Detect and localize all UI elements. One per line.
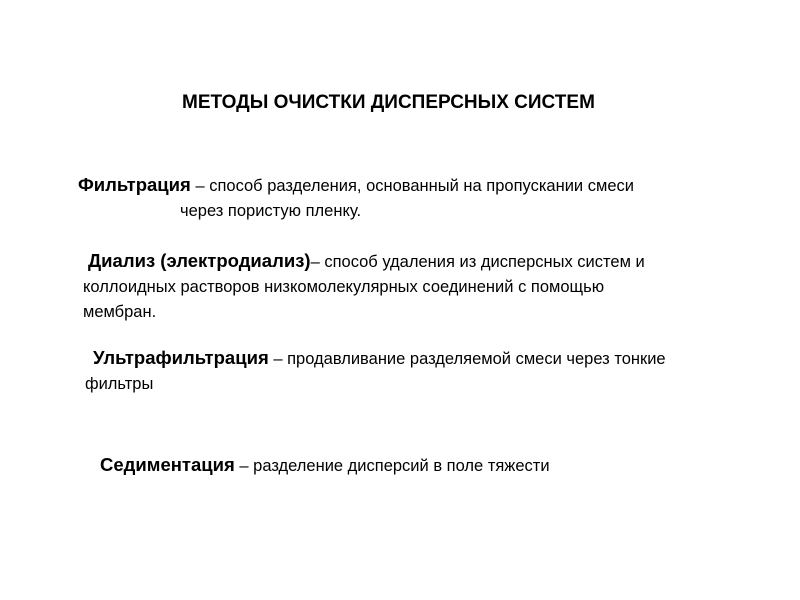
slide-title: МЕТОДЫ ОЧИСТКИ ДИСПЕРСНЫХ СИСТЕМ (182, 92, 595, 113)
definition-dialysis (83, 248, 645, 325)
definition-text: – разделение дисперсий в поле тяжести (234, 457, 550, 475)
term-dialysis: Диализ (электродиализ) (88, 250, 311, 271)
term-ultrafiltration: Ультрафильтрация (93, 347, 269, 368)
definition-line (85, 345, 666, 372)
definition-line: через пористую пленку. (180, 202, 362, 220)
definition-filtration (78, 172, 634, 224)
definition-line: коллоидных растворов низкомолекулярных соединений с помощью (83, 278, 605, 296)
definition-line (83, 248, 645, 275)
term-sedimentation: Седиментация (100, 454, 235, 475)
term-filtration: Фильтрация (78, 174, 191, 195)
definition-line (100, 452, 550, 479)
definition-ultrafiltration (85, 345, 666, 397)
definition-sedimentation (100, 452, 550, 479)
definition-line: мембран. (83, 303, 157, 321)
definition-line: фильтры (85, 375, 154, 393)
definition-text: – продавливание разделяемой смеси через тонкие (268, 350, 666, 368)
definition-text: – способ разделения, основанный на пропускании смеси (190, 177, 634, 195)
definition-text: – способ удаления из дисперсных систем и (310, 253, 645, 271)
definition-line (78, 172, 634, 199)
